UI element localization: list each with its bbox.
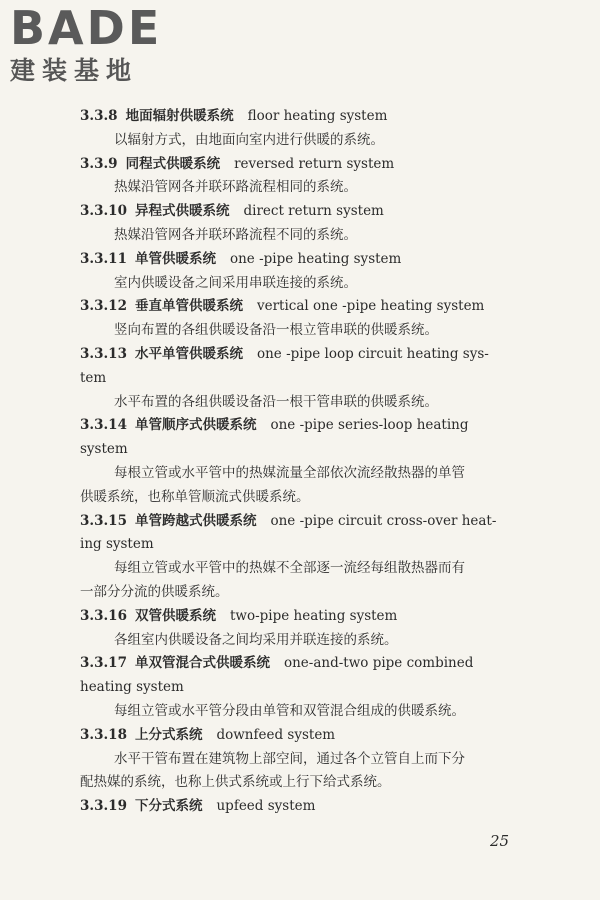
term-definition: 热媒沿管网各并联环路流程不同的系统。 <box>114 226 357 243</box>
term-definition: 水平布置的各组供暖设备沿一根干管串联的供暖系统。 <box>114 393 438 410</box>
term-english: one-and-two pipe combined <box>283 655 474 672</box>
glossary-entry <box>0 510 600 605</box>
term-english: two-pipe heating system <box>229 607 398 624</box>
term-chinese: 单管顺序式供暖系统 <box>134 417 257 434</box>
term-definition-continued: 配热媒的系统，也称上供式系统或上行下给式系统。 <box>80 774 391 791</box>
term-line <box>0 248 600 272</box>
term-english: floor heating system <box>247 108 388 124</box>
term-line <box>0 795 600 819</box>
term-number: 3.3.19 <box>80 798 127 815</box>
term-number: 3.3.18 <box>80 726 127 743</box>
term-number: 3.3.9 <box>80 155 118 172</box>
logo-subtitle: 建装基地 <box>10 56 139 85</box>
term-definition: 竖向布置的各组供暖设备沿一根立管串联的供暖系统。 <box>114 322 438 339</box>
term-line <box>0 200 600 224</box>
term-english-continued: ing system <box>80 536 154 553</box>
glossary-entry <box>0 652 600 723</box>
term-number: 3.3.11 <box>80 250 127 267</box>
glossary-entry <box>0 105 600 153</box>
term-definition-continued: 供暖系统，也称单管顺流式供暖系统。 <box>80 488 310 505</box>
term-english: vertical one -pipe heating system <box>256 298 485 315</box>
glossary-entry <box>0 343 600 414</box>
glossary-entry <box>0 153 600 201</box>
term-definition: 各组室内供暖设备之间均采用并联连接的系统。 <box>114 631 398 648</box>
term-number: 3.3.16 <box>80 607 127 624</box>
term-line <box>0 652 600 676</box>
term-english: one -pipe circuit cross-over heat- <box>270 512 497 529</box>
term-line <box>0 295 600 319</box>
term-number: 3.3.12 <box>80 298 127 315</box>
term-definition: 每根立管或水平管中的热媒流量全部依次流经散热器的单管 <box>114 464 465 481</box>
term-english: one -pipe series-loop heating <box>270 417 469 434</box>
term-english: reversed return system <box>234 155 395 172</box>
term-chinese: 双管供暖系统 <box>134 607 216 624</box>
term-english: upfeed system <box>216 798 316 815</box>
term-english-continued: tem <box>80 369 107 386</box>
term-english: downfeed system <box>216 726 336 743</box>
glossary-entry <box>0 295 600 343</box>
glossary-entry <box>0 724 600 795</box>
term-english-continued: system <box>80 441 128 458</box>
term-chinese: 地面辐射供暖系统 <box>125 108 234 124</box>
glossary-entry <box>0 248 600 296</box>
term-chinese: 水平单管供暖系统 <box>134 345 243 362</box>
term-english: direct return system <box>243 203 384 220</box>
term-definition: 每组立管或水平管中的热媒不全部逐一流经每组散热器而有 <box>114 560 465 577</box>
term-definition: 以辐射方式，由地面向室内进行供暖的系统。 <box>114 131 384 148</box>
glossary-entry <box>0 200 600 248</box>
term-definition-continued: 一部分分流的供暖系统。 <box>80 583 229 600</box>
bade-logo <box>10 1 200 96</box>
glossary-content <box>0 105 600 819</box>
term-line <box>0 105 600 129</box>
term-chinese: 单管跨越式供暖系统 <box>134 512 257 529</box>
term-english: one -pipe heating system <box>229 250 402 267</box>
term-definition: 室内供暖设备之间采用串联连接的系统。 <box>114 274 357 291</box>
term-line <box>0 724 600 748</box>
glossary-entry <box>0 605 600 653</box>
term-chinese: 单管供暖系统 <box>134 250 216 267</box>
term-number: 3.3.14 <box>80 417 127 434</box>
term-english: one -pipe loop circuit heating sys- <box>256 345 489 362</box>
term-chinese: 垂直单管供暖系统 <box>134 298 243 315</box>
term-number: 3.3.10 <box>80 203 127 220</box>
glossary-entry <box>0 414 600 509</box>
term-definition: 水平干管布置在建筑物上部空间，通过各个立管自上而下分 <box>114 750 465 767</box>
term-number: 3.3.15 <box>80 512 127 529</box>
term-chinese: 下分式系统 <box>134 798 203 815</box>
term-number: 3.3.13 <box>80 345 127 362</box>
term-line <box>0 510 600 534</box>
term-chinese: 上分式系统 <box>134 726 203 743</box>
logo-wordmark: BADE <box>10 1 163 55</box>
term-english-continued: heating system <box>80 679 184 696</box>
term-line <box>0 605 600 629</box>
term-line <box>0 414 600 438</box>
term-chinese: 异程式供暖系统 <box>134 203 230 220</box>
term-number: 3.3.8 <box>80 108 118 124</box>
term-definition: 每组立管或水平管分段由单管和双管混合组成的供暖系统。 <box>114 702 465 719</box>
term-chinese: 同程式供暖系统 <box>125 155 221 172</box>
term-line <box>0 153 600 177</box>
page-number: 25 <box>490 832 510 850</box>
term-definition: 热媒沿管网各并联环路流程相同的系统。 <box>114 179 357 196</box>
term-chinese: 单双管混合式供暖系统 <box>134 655 270 672</box>
term-number: 3.3.17 <box>80 655 127 672</box>
term-line <box>0 343 600 367</box>
glossary-entry <box>0 795 600 819</box>
